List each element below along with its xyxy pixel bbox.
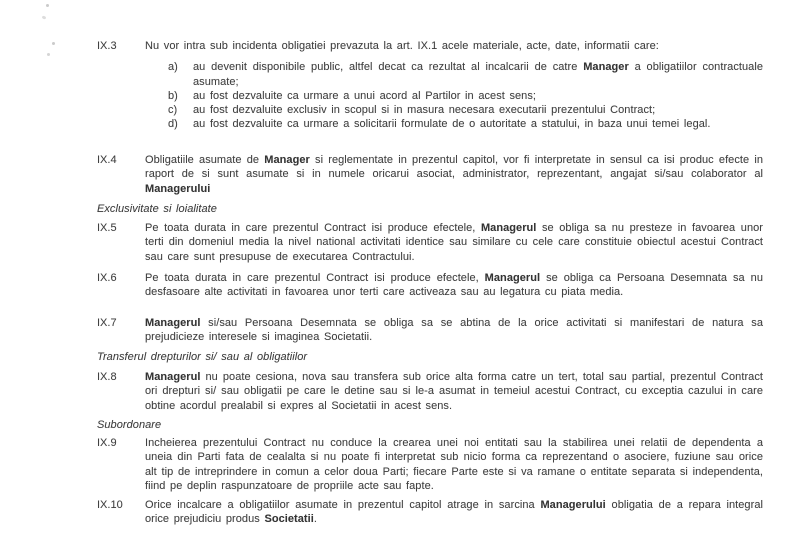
- list-item-marker: b): [168, 89, 178, 102]
- emphasized-term: Managerului: [145, 182, 211, 195]
- text-segment: nu poate cesiona, nova sau transfera sub orice alta forma catre un tert, total sau partial, prezentul Contract ori drepturi si/ sau obligatii pe care le detine sau si le-a asumat in temeiul acestui Contract, cu exceptia cazului in care obtine acordul prealabil si expres al Societatii in acest sens.: [145, 371, 763, 412]
- text-segment: Subordonare: [97, 419, 162, 431]
- text-segment: si/sau Persoana Desemnata se obliga sa se abtina de la orice activitati si manifestari de natura sa prejudicieze interesele si imaginea Societatii.: [145, 317, 763, 344]
- clause-body: [145, 153, 763, 196]
- clause-body: [145, 316, 763, 345]
- emphasized-term: Manager: [583, 61, 629, 74]
- list-item-text: [193, 103, 655, 117]
- text-segment: au fost dezvaluite exclusiv in scopul si in masura necesara executarii prezentului Contract;: [193, 104, 656, 117]
- clause-text: [145, 271, 763, 300]
- clause-ix-5: [97, 221, 763, 264]
- text-segment: au fost dezvaluite ca urmare a solicitarii formulate de o autoritate a statului, in baza unui temei legal.: [193, 118, 711, 131]
- text-segment: .: [313, 513, 317, 526]
- clause-ix-6: [97, 271, 763, 300]
- clause-text: [145, 39, 763, 53]
- clause-body: [145, 370, 763, 413]
- clause-number: IX.7: [97, 317, 117, 329]
- list-item-text: [193, 89, 536, 103]
- clause-number: IX.6: [97, 272, 117, 284]
- clause-number: IX.9: [97, 437, 117, 449]
- list-item-marker: c): [168, 104, 178, 117]
- scan-speck: [42, 15, 47, 19]
- text-segment: si reglementate in prezentul capitol, vor fi interpretate in sensul ca isi produc efecte in raport de si sunt asumate si in numele oricarui asociat, administrator, reprezentant, angajat si/sau colaborator al: [145, 154, 764, 181]
- list-item-a: [168, 60, 763, 89]
- text-segment: au devenit disponibile public, altfel decat ca rezultat al incalcarii de catre: [193, 61, 584, 74]
- section-heading: [97, 202, 763, 216]
- text-segment: a obligatiilor contractuale asumate;: [193, 61, 763, 88]
- section-heading: [97, 350, 763, 364]
- text-segment: Nu vor intra sub incidenta obligatiei prevazuta la art. IX.1 acele materiale, acte, date, informatii care:: [145, 40, 659, 52]
- clause-body: [145, 436, 763, 493]
- clause-number: IX.10: [97, 499, 123, 511]
- clause-ix-9: [97, 436, 763, 493]
- text-segment: se obliga ca Persoana Desemnata sa nu desfasoare alte activitati in favoarea unor terti care activeaza sau au legatura cu piata media.: [145, 272, 763, 299]
- clause-number: IX.3: [97, 40, 117, 52]
- clause-text: [145, 221, 763, 264]
- clause-body: [145, 39, 763, 132]
- emphasized-term: Managerului: [540, 499, 606, 511]
- emphasized-term: Managerul: [145, 371, 201, 383]
- text-segment: Pe toata durata in care prezentul Contract isi produce efectele,: [145, 222, 481, 234]
- clause-ix-8: [97, 370, 763, 413]
- emphasized-term: Managerul: [145, 317, 201, 329]
- clause-ix-7: [97, 316, 763, 345]
- clause-number: IX.8: [97, 371, 117, 383]
- clause-text: [145, 316, 763, 345]
- emphasized-term: Manager: [264, 154, 310, 166]
- clause-sublist: [168, 60, 763, 131]
- clause-ix-3: [97, 39, 763, 132]
- clause-text: [145, 436, 763, 493]
- clause-body: [145, 498, 763, 527]
- list-item-text: [193, 117, 711, 131]
- scan-speck: [47, 53, 50, 56]
- clause-text: [145, 370, 763, 413]
- text-segment: Incheierea prezentului Contract nu conduce la crearea unei noi entitati sau la stabilirea unei relatii de dependenta a uneia din Parti fata de cealalta si nu poate fi interpretat sub nicio forma ca reprezentand o asociere, fuziune sau orice alt tip de intreprindere in comun a celor doua Parti; fiecare Parte este si va ramane o entitate separata si independenta, fiind pe deplin raspunzatoare de propriile acte sau fapte.: [145, 437, 763, 492]
- clause-ix-4: [97, 153, 763, 196]
- scan-speck: [46, 4, 49, 7]
- list-item-b: [168, 89, 763, 103]
- text-segment: Transferul drepturilor si/ sau al obligatiilor: [97, 351, 308, 363]
- section-heading: [97, 418, 763, 432]
- clause-text: [145, 498, 763, 527]
- clause-body: [145, 271, 763, 300]
- text-segment: Pe toata durata in care prezentul Contract isi produce efectele,: [145, 272, 485, 284]
- list-item-d: [168, 117, 763, 131]
- clause-number: IX.4: [97, 154, 117, 166]
- emphasized-term: Societatii: [264, 513, 314, 526]
- text-segment: obligatia de a repara integral orice prejudiciu produs: [145, 499, 763, 526]
- list-item-text: [193, 60, 763, 89]
- emphasized-term: Managerul: [484, 272, 541, 284]
- list-item-c: [168, 103, 763, 117]
- text-segment: Obligatiile asumate de: [145, 154, 265, 166]
- clause-ix-10: [97, 498, 763, 527]
- text-segment: au fost dezvaluite ca urmare a unui acord al Partilor in acest sens;: [193, 89, 537, 102]
- text-segment: se obliga sa nu presteze in favoarea unor terti din domeniul media la nivel national activitati identice sau similare cu cele care constituie obiectul acestui Contract sau care sunt presupuse de executarea Contractului.: [145, 222, 763, 263]
- text-segment: Orice incalcare a obligatiilor asumate in prezentul capitol atrage in sarcina: [145, 499, 541, 511]
- emphasized-term: Managerul: [480, 222, 537, 234]
- scan-speck: [52, 42, 55, 45]
- list-item-marker: a): [168, 61, 178, 74]
- clause-body: [145, 221, 763, 264]
- clause-number: IX.5: [97, 222, 117, 234]
- clause-text: [145, 153, 763, 196]
- list-item-marker: d): [168, 118, 178, 131]
- text-segment: Exclusivitate si loialitate: [97, 203, 217, 215]
